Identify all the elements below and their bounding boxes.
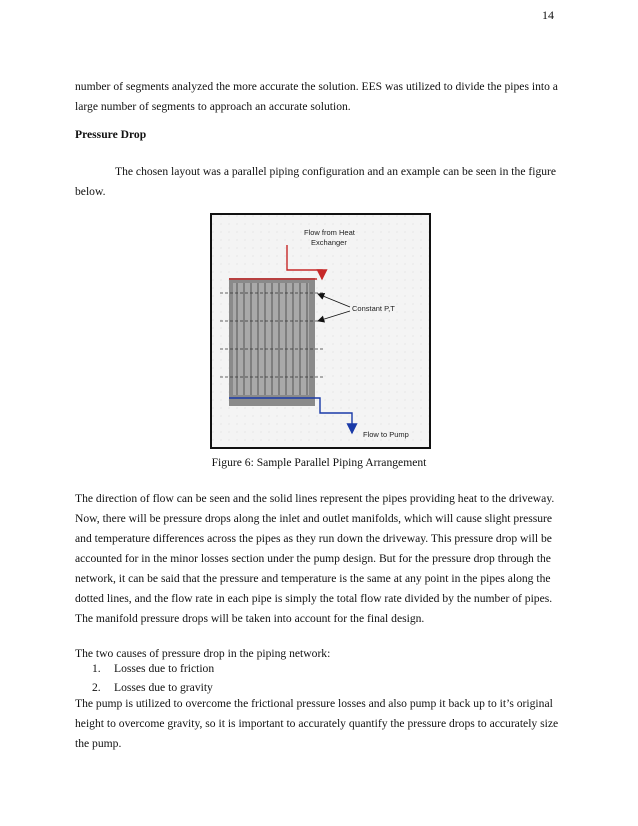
layout-paragraph — [75, 162, 565, 202]
flow-from-label-line2: Exchanger — [311, 238, 347, 247]
flow-to-pump-label: Flow to Pump — [363, 430, 409, 439]
piping-figure — [210, 213, 431, 449]
intro-paragraph: number of segments analyzed the more accurate the solution. EES was utilized to divide the pipes into a large number of segments to approach an accurate solution. — [75, 80, 558, 113]
layout-paragraph-text: The chosen layout was a parallel piping configuration and an example can be seen in the figure below. — [75, 165, 557, 198]
figure-caption: Figure 6: Sample Parallel Piping Arrangement — [211, 456, 427, 469]
list-item: 1. Losses due to friction — [92, 662, 215, 675]
pump-paragraph: The pump is utilized to overcome the frictional pressure losses and also pump it back up to it’s original height to overcome gravity, so it is important to accurately quantify the pressure drops to accurately size the pump. — [75, 697, 559, 750]
list-item: 2. Losses due to gravity — [92, 681, 213, 694]
causes-list — [92, 659, 214, 697]
section-heading: Pressure Drop — [75, 128, 147, 141]
piping-diagram — [212, 215, 429, 447]
flow-paragraph: The direction of flow can be seen and the solid lines represent the pipes providing heat to the driveway. Now, there will be pressure drops along the inlet and outlet manifolds, which will cause slight pressure and temperature differences across the pipes as they run down the driveway. This pressure drop will be accounted for in the minor losses section under the pump design. But for the pressure drop through the network, it can be said that the pressure and temperature is the same at any point in the pipes along the dotted lines, and the flow rate in each pipe is simply the total flow rate divided by the number of pipes. The manifold pressure drops will be taken into account for the final design. — [75, 492, 555, 625]
page-number: 14 — [542, 8, 554, 22]
causes-intro: The two causes of pressure drop in the piping network: — [75, 647, 331, 660]
flow-from-label-line1: Flow from Heat — [304, 228, 355, 237]
constant-pt-label: Constant P,T — [352, 304, 395, 313]
